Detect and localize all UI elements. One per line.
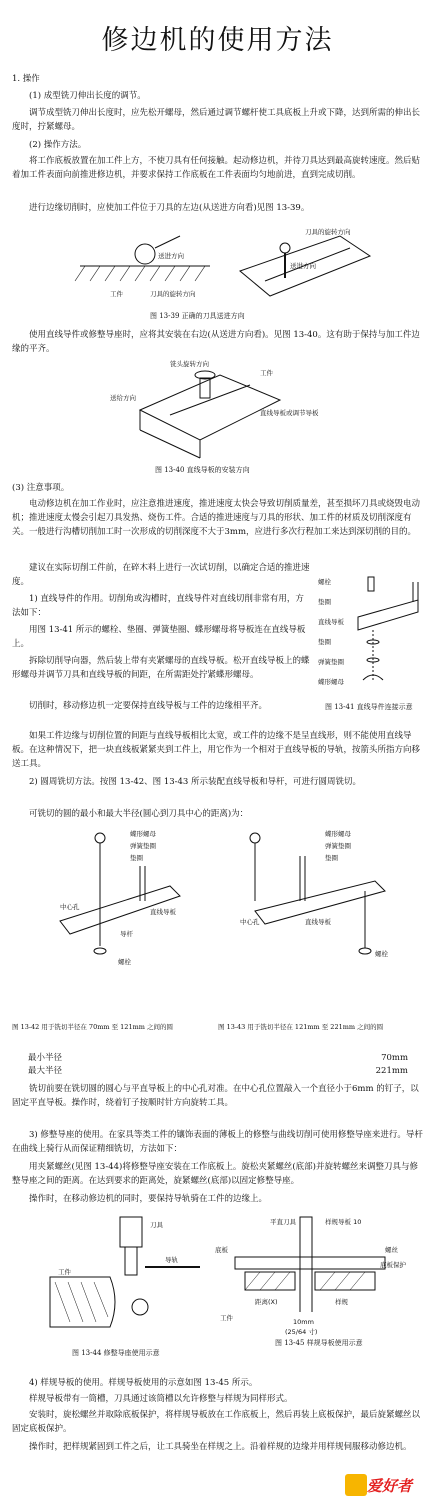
figure-13-42	[30, 826, 210, 976]
min-radius-label: 最小半径	[28, 1053, 63, 1063]
fig-label: 弹簧垫圈	[130, 842, 156, 850]
fig-label: 直线导板	[318, 618, 344, 626]
paragraph: 样规导板带有一筒槽，刀具通过该筒槽以允许修整与样规为同样形式。	[29, 1394, 293, 1404]
paragraph: 使用直线导件或修整导座时，应将其安装在右边(从送进方向看)。见图 13-40。这有助于保持与加工件边缘的平齐。	[12, 330, 420, 354]
max-radius-label: 最大半径	[28, 1066, 63, 1076]
fig-label: (25/64 寸)	[285, 1328, 318, 1336]
site-logo	[345, 1474, 429, 1496]
fig-label: 蝶形螺母	[325, 830, 351, 838]
figure-13-41	[318, 572, 428, 697]
paragraph: 建议在实际切削工件前，在碎木料上进行一次试切削，以确定合适的推进速度。	[12, 563, 310, 587]
fig-label: 螺栓	[318, 578, 331, 586]
fig-label: 螺栓	[375, 950, 388, 958]
fig-label: 距离(X)	[255, 1298, 278, 1306]
fig-label: 铣头旋转方向	[170, 360, 209, 368]
figure-caption: 图 13-39 正确的刀具送进方向	[150, 312, 245, 320]
fig-label: 导轨	[165, 1256, 178, 1264]
logo-text: 爱好者	[367, 1477, 413, 1495]
figure-caption: 图 13-41 直线导件连接示意	[325, 703, 413, 711]
fig-label: 底板	[215, 1246, 228, 1254]
paragraph: 将工作底板放置在加工件上方，不使刀具有任何接触。起动修边机，并待刀具达到最高旋转速度。然后贴着加工件表面向前推进修边机，并要求保持工作底板在工件表面均匀地前进，直到完成切削。	[12, 156, 421, 180]
fig-label: 10mm	[293, 1318, 314, 1326]
fig-label: 垫圈	[318, 598, 331, 606]
fig-label: 蝶形螺母	[318, 678, 344, 686]
fig-label: 工件	[58, 1268, 71, 1276]
min-radius-value: 70mm	[381, 1053, 408, 1063]
paragraph: 电动修边机在加工作业时，应注意推进速度，推进速度太快会导致切削质量差，甚至损坏刀具或烧毁电动机；推进速度太慢会引起刀具发热、烧伤工件。合适的推进速度与刀具的形状、加工件的材质及切削深度有关。一般进行沟槽切削加工时一次形成的切削深度不大于3mm，应进行多次行程加工来达到深切削的目的。	[12, 499, 421, 537]
figure-13-40	[110, 360, 340, 460]
fig-label: 垫圈	[318, 638, 331, 646]
fig-label: 工件	[260, 369, 273, 377]
max-radius-value: 221mm	[375, 1066, 408, 1076]
logo-icon	[345, 1474, 367, 1496]
paragraph: 可铣切的圆的最小和最大半径(圆心到刀具中心的距离)为：	[29, 809, 249, 819]
paragraph: 安装时，旋松螺丝并取除底板保护，将样规导板放在工作底板上，然后再装上底板保护，最后旋紧螺丝以固定底板保护。	[12, 1410, 421, 1434]
figure-caption: 图 13-42 用于铣切半径在 70mm 至 121mm 之间的圆	[12, 1023, 173, 1031]
page-title: 修边机的使用方法	[101, 25, 334, 56]
paragraph: 用图 13-41 所示的螺栓、垫圈、弹簧垫圈、蝶形螺母将导板连在直线导板上。	[12, 625, 306, 649]
paragraph: 用夹紧螺丝(见图 13-44)将修整导座安装在工作底板上。旋松夹紧螺丝(底部)并旋转螺丝来调整刀具与修整导座之间的距离。在达到要求的距离处，旋紧螺丝(底部)以固定修整导座。	[12, 1162, 418, 1186]
fig-label: 弹簧垫圈	[325, 842, 351, 850]
fig-label: 中心孔	[60, 903, 80, 911]
fig-label: 直线导板或调节导板	[260, 409, 319, 417]
fig-label: 螺栓	[118, 958, 131, 966]
radius-table	[28, 1052, 408, 1078]
fig-label: 刀具	[150, 1221, 163, 1229]
fig-label: 螺丝	[385, 1246, 398, 1254]
subheading: (2) 操作方法。	[29, 140, 87, 150]
fig-label: 垫圈	[130, 854, 143, 862]
paragraph: 4) 样规导板的使用。样规导板使用的示意如图 13-45 所示。	[29, 1378, 258, 1388]
section-heading: (3) 注意事项。	[12, 483, 70, 493]
fig-label: 蝶形螺母	[130, 830, 156, 838]
figure-caption: 图 13-44 修整导座使用示意	[72, 1349, 160, 1357]
fig-label: 平直刀具	[270, 1218, 296, 1226]
paragraph: 切削时，移动修边机一定要保持直线导板与工件的边缘相平齐。	[29, 701, 268, 711]
fig-label: 底板保护	[380, 1261, 406, 1269]
subheading: (1) 成型铣刀伸出长度的调节。	[29, 91, 146, 101]
figure-caption: 图 13-40 直线导板的安装方向	[155, 466, 250, 474]
paragraph: 2) 圆周铣切方法。按图 13-42、图 13-43 所示装配直线导板和导杆，可进行圆周铣切。	[29, 777, 362, 787]
fig-label: 弹簧垫圈	[318, 658, 344, 666]
paragraph: 如果工件边缘与切削位置的间距与直线导板相比太宽，或工件的边缘不是呈直线形，则不能使用直线导板。在这种情况下，把一块直线板紧紧夹到工件上，用它作为一个相对于直线导板的导轨，按箭头所指方向移送工具。	[12, 731, 421, 769]
paragraph: 拆除切削导向器，然后装上带有夹紧螺母的直线导板。松开直线导板上的蝶形螺母并调节刀具和直线导板的间距，在所需距处拧紧蝶形螺母。	[12, 656, 310, 680]
fig-label: 送给方向	[110, 394, 136, 402]
paragraph: 进行边缘切削时，应使加工件位于刀具的左边(从送进方向看)见图 13-39。	[29, 203, 310, 213]
paragraph: 1) 直线导件的作用。切削角或沟槽时，直线导件对直线切削非常有用，方法如下：	[12, 594, 304, 618]
figure-caption: 图 13-43 用于铣切半径在 121mm 至 221mm 之间的圆	[218, 1023, 384, 1031]
figure-13-44	[50, 1212, 215, 1332]
paragraph: 操作时，在移动修边机的同时，要保持导轨骑在工件的边缘上。	[29, 1194, 268, 1204]
paragraph: 铣切前要在铣切圆的圆心与平直导板上的中心孔对准。在中心孔位置敲入一个直径小于6mm 的钉子，以固定平直导板。操作时，绕着钉子按顺时针方向旋转工具。	[12, 1084, 419, 1108]
fig-label: 垫圈	[325, 854, 338, 862]
fig-label: 送进方向	[290, 262, 316, 270]
paragraph: 操作时，把样规紧固到工件之后，让工具骑坐在样规之上。沿着样规的边缘并用样规伺服移动修边机。	[29, 1442, 412, 1452]
fig-label: 刀具的旋转方向	[150, 290, 196, 298]
fig-label: 刀具的旋转方向	[305, 228, 351, 236]
fig-label: 中心孔	[240, 918, 260, 926]
figure-13-45	[215, 1212, 415, 1342]
figure-13-43	[235, 826, 415, 976]
paragraph: 调节成型铣刀伸出长度时，应先松开螺母，然后通过调节螺杆使工具底板上升或下降，达到所需的伸出长度时，拧紧螺母。	[12, 108, 421, 132]
paragraph: 3) 修整导座的使用。在家具等类工件的镶饰表面的薄板上的修整与曲线切削可使用修整导座来进行。导杆在曲线上骑行从而保证精细铣切，方法如下：	[12, 1130, 423, 1154]
fig-label: 样规导板 10	[325, 1218, 362, 1226]
figure-13-39	[70, 226, 370, 306]
fig-label: 直线导板	[305, 918, 331, 926]
fig-label: 送进方向	[158, 252, 184, 260]
fig-label: 工件	[220, 1314, 233, 1322]
figure-caption: 图 13-45 样规导板使用示意	[275, 1339, 363, 1347]
fig-label: 样规	[335, 1298, 348, 1306]
fig-label: 直线导板	[150, 908, 176, 916]
section-heading: 1. 操作	[12, 74, 40, 84]
fig-label: 工件	[110, 290, 123, 298]
fig-label: 导杆	[120, 930, 133, 938]
